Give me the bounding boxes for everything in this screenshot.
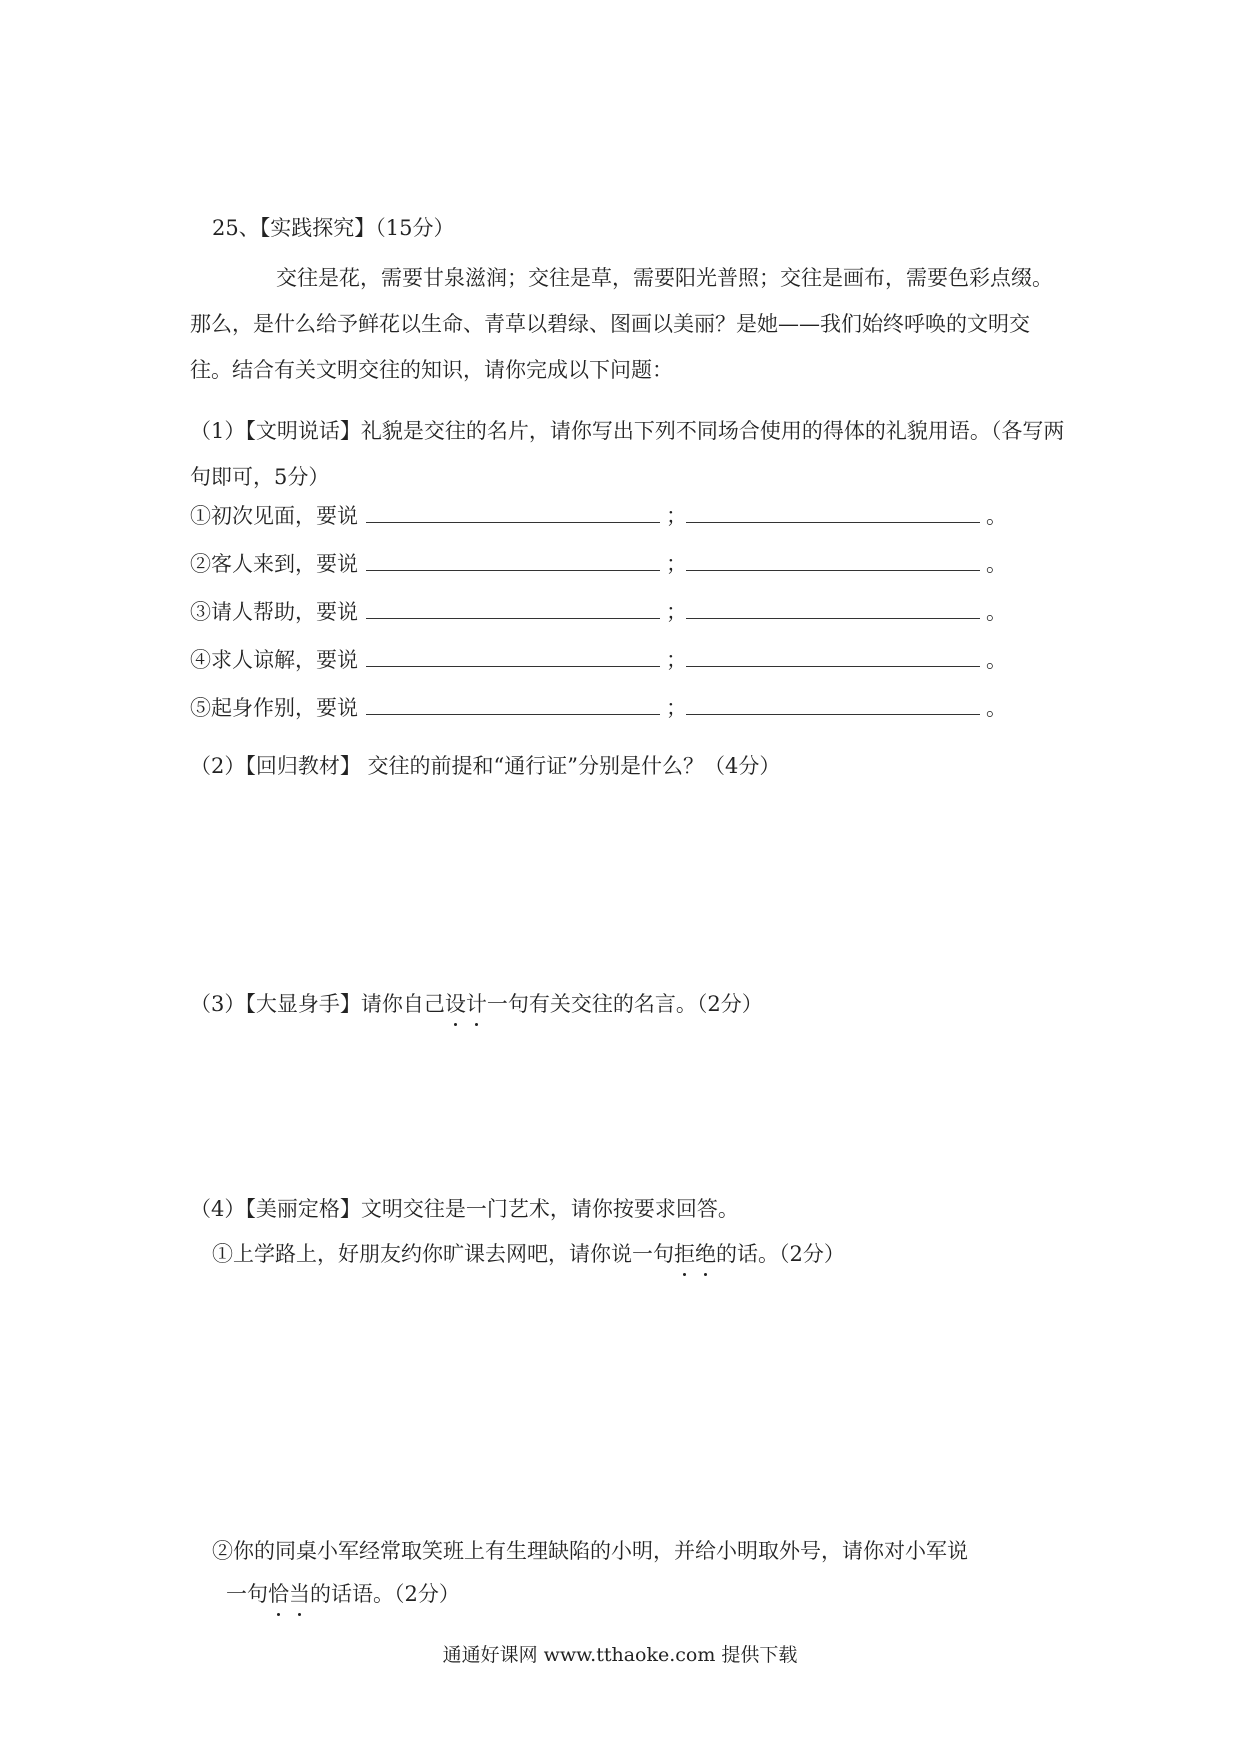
page-footer: 通通好课网 www.tthaoke.com 提供下载 bbox=[442, 1644, 798, 1666]
greeting-label: ①初次见面，要说 bbox=[190, 504, 358, 528]
separator: ； bbox=[666, 504, 687, 528]
emphasis-char: 当 bbox=[289, 1578, 310, 1608]
answer-blank[interactable] bbox=[366, 596, 660, 619]
part3-text-before: （3）【大显身手】请你自己 bbox=[190, 992, 445, 1016]
answer-blank[interactable] bbox=[686, 548, 980, 571]
emphasis-char: 绝 bbox=[695, 1238, 716, 1268]
part4-item2-line1: ②你的同桌小军经常取笑班上有生理缺陷的小明，并给小明取外号，请你对小军说 bbox=[212, 1539, 968, 1563]
answer-blank[interactable] bbox=[686, 644, 980, 667]
part4-item1 bbox=[212, 1238, 845, 1268]
answer-blank[interactable] bbox=[366, 644, 660, 667]
greeting-row bbox=[190, 644, 1007, 674]
greeting-label: ②客人来到，要说 bbox=[190, 552, 358, 576]
part3-text-after: 一句有关交往的名言。（2分） bbox=[486, 992, 763, 1016]
greeting-label: ③请人帮助，要说 bbox=[190, 600, 358, 624]
part2-prompt: （2）【回归教材】 交往的前提和“通行证”分别是什么？（4分） bbox=[190, 754, 781, 778]
emphasis-char: 计 bbox=[466, 988, 487, 1018]
emphasis-char: 恰 bbox=[268, 1578, 289, 1608]
answer-blank[interactable] bbox=[686, 596, 980, 619]
answer-blank[interactable] bbox=[366, 692, 660, 715]
emphasis-char: 设 bbox=[445, 988, 466, 1018]
part3-answer-area[interactable] bbox=[190, 1035, 1050, 1185]
answer-blank[interactable] bbox=[686, 692, 980, 715]
question-title: 25、【实践探究】（15分） bbox=[212, 216, 455, 240]
greeting-row bbox=[190, 548, 1007, 578]
answer-blank[interactable] bbox=[366, 548, 660, 571]
answer-blank[interactable] bbox=[366, 500, 660, 523]
end-mark: 。 bbox=[986, 648, 1007, 672]
separator: ； bbox=[666, 648, 687, 672]
greeting-row bbox=[190, 596, 1007, 626]
part2-answer-area[interactable] bbox=[190, 800, 1050, 970]
separator: ； bbox=[666, 600, 687, 624]
part1-prompt: （1）【文明说话】礼貌是交往的名片，请你写出下列不同场合使用的得体的礼貌用语。（各写两句即可，5分） bbox=[190, 419, 1065, 489]
greeting-label: ⑤起身作别，要说 bbox=[190, 696, 358, 720]
end-mark: 。 bbox=[986, 696, 1007, 720]
item2-text-after: 的话语。（2分） bbox=[310, 1582, 460, 1606]
part3-prompt bbox=[190, 988, 763, 1018]
item1-text-before: ①上学路上，好朋友约你旷课去网吧，请你说一句 bbox=[212, 1242, 674, 1266]
item1-text-after: 的话。（2分） bbox=[716, 1242, 845, 1266]
separator: ； bbox=[666, 696, 687, 720]
greeting-label: ④求人谅解，要说 bbox=[190, 648, 358, 672]
end-mark: 。 bbox=[986, 552, 1007, 576]
emphasis-char: 拒 bbox=[674, 1238, 695, 1268]
end-mark: 。 bbox=[986, 600, 1007, 624]
answer-blank[interactable] bbox=[686, 500, 980, 523]
greeting-row bbox=[190, 692, 1007, 722]
separator: ； bbox=[666, 552, 687, 576]
end-mark: 。 bbox=[986, 504, 1007, 528]
part4-item2-line2 bbox=[226, 1578, 460, 1608]
greeting-row bbox=[190, 500, 1007, 530]
question-intro: 交往是花，需要甘泉滋润；交往是草，需要阳光普照；交往是画布，需要色彩点缀。那么，是什么给予鲜花以生命、青草以碧绿、图画以美丽？是她——我们始终呼唤的文明交往。结合有关文明交往的知识，请你完成以下问题： bbox=[190, 266, 1053, 382]
part4-prompt: （4）【美丽定格】文明交往是一门艺术，请你按要求回答。 bbox=[190, 1197, 739, 1221]
item2-text-before: 一句 bbox=[226, 1582, 268, 1606]
part4-item1-answer-area[interactable] bbox=[190, 1285, 1050, 1515]
